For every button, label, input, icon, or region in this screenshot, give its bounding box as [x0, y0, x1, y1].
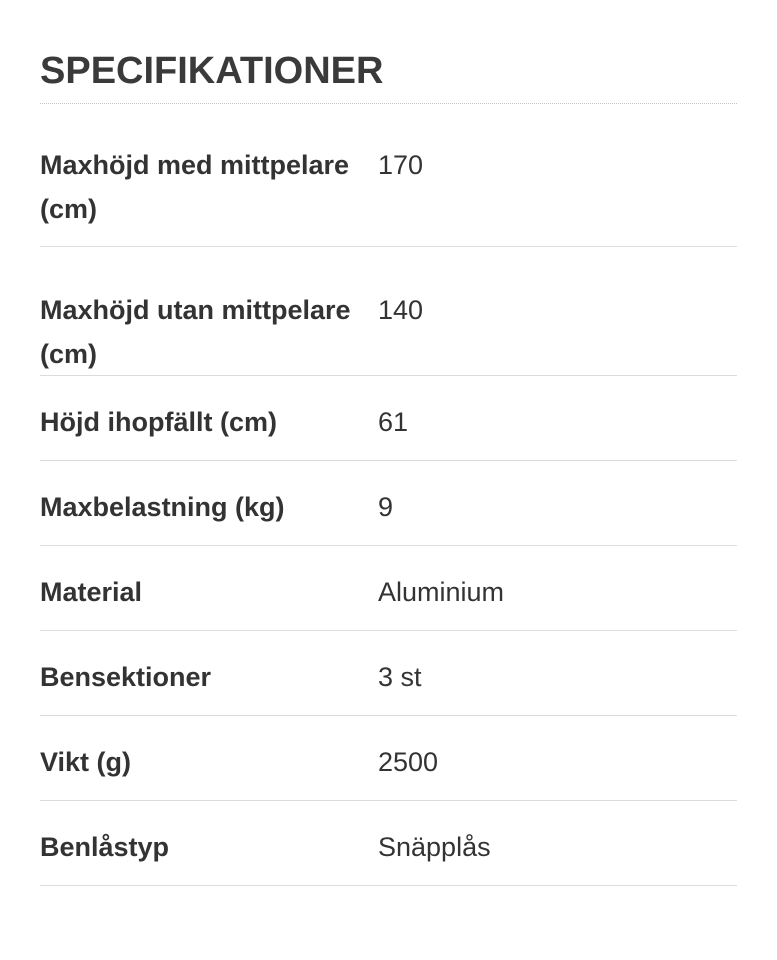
spec-row-material: [40, 546, 737, 631]
spec-label: Benlåstyp: [40, 832, 170, 862]
spec-label: Maxhöjd utan mittpelare (cm): [40, 295, 351, 369]
spec-value: Snäpplås: [378, 832, 491, 862]
spec-value: 61: [378, 407, 409, 437]
spec-row-folded-height: [40, 376, 737, 461]
spec-label: Bensektioner: [40, 662, 212, 692]
spec-value: 170: [378, 150, 424, 180]
spec-label: Maxbelastning (kg): [40, 492, 285, 522]
spec-row-weight: [40, 716, 737, 801]
spec-row-leg-sections: [40, 631, 737, 716]
spec-value: Aluminium: [378, 577, 505, 607]
spec-label: Höjd ihopfällt (cm): [40, 407, 277, 437]
spec-table: [40, 104, 737, 886]
spec-row-max-height-without-center-column: [40, 247, 737, 376]
spec-row-leg-lock-type: [40, 801, 737, 886]
spec-row-max-load: [40, 461, 737, 546]
spec-row-max-height-with-center-column: [40, 104, 737, 247]
specifications-section: [40, 0, 737, 886]
spec-label: Maxhöjd med mittpelare (cm): [40, 150, 350, 224]
spec-label: Material: [40, 577, 143, 607]
spec-value: 9: [378, 492, 394, 522]
spec-value: 140: [378, 295, 424, 325]
spec-label: Vikt (g): [40, 747, 132, 777]
spec-value: 2500: [378, 747, 439, 777]
spec-value: 3 st: [378, 662, 422, 692]
section-title: SPECIFIKATIONER: [40, 50, 384, 92]
